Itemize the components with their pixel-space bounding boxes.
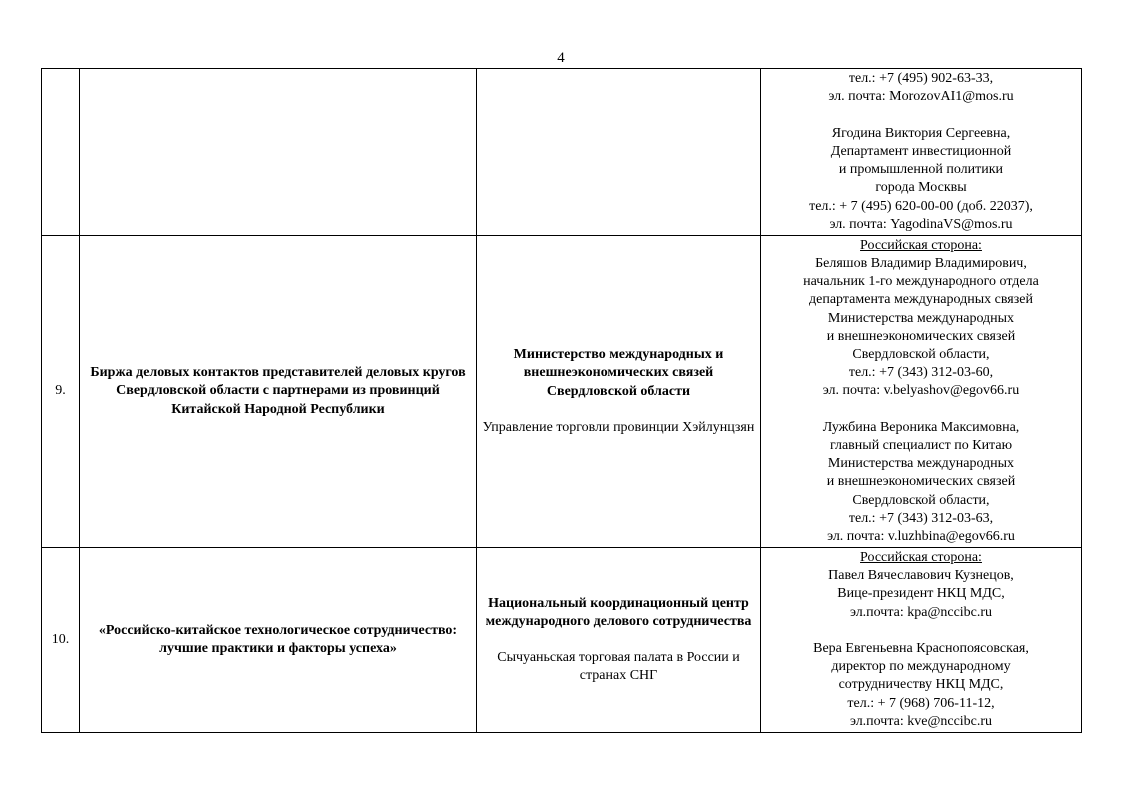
- contact-block: [765, 419, 1077, 546]
- contact-line: Свердловской области,: [852, 492, 990, 508]
- contacts-cell: [761, 236, 1082, 548]
- contact-phone: тел.: +7 (343) 312-03-60,: [848, 365, 994, 381]
- contact-line: Департамент инвестиционной: [830, 143, 1012, 159]
- contacts-cell: [761, 69, 1082, 236]
- contact-person-name: Лужбина Вероника Максимовна,: [822, 419, 1020, 435]
- contact-line: и промышленной политики: [838, 162, 1004, 178]
- contact-email: эл.почта: kpa@nccibc.ru: [849, 604, 993, 620]
- side-label: Российская сторона:: [860, 237, 982, 253]
- contact-email: эл. почта: v.luzhbina@egov66.ru: [827, 529, 1015, 545]
- contact-email: эл. почта: MorozovAI1@mos.ru: [828, 89, 1014, 105]
- contact-line: директор по международному: [831, 659, 1011, 675]
- contact-person-name: Беляшов Владимир Владимирович,: [815, 255, 1027, 271]
- organizer-name: Национальный координационный центр международного делового сотрудничества: [485, 595, 752, 629]
- row-number-cell: [42, 236, 80, 548]
- contact-phone: тел.: +7 (343) 312-03-63,: [848, 510, 994, 526]
- organizer-cell: [477, 236, 761, 548]
- row-number: 10.: [51, 631, 70, 647]
- contact-block: [765, 640, 1077, 731]
- contact-block: [765, 255, 1077, 401]
- table-row: [42, 236, 1082, 548]
- organizer-name: Министерство международных и внешнеэкономических связей Свердловской области: [513, 347, 724, 399]
- contact-line: Министерства международных: [827, 310, 1015, 326]
- partner-organization: Сычуаньская торговая палата в России и странах СНГ: [497, 650, 740, 684]
- contact-line: тел.: +7 (495) 902-63-33,: [848, 71, 994, 87]
- contact-email: эл. почта: v.belyashov@egov66.ru: [822, 383, 1020, 399]
- contact-line: и внешнеэкономических связей: [826, 474, 1016, 490]
- contact-line: Министерства международных: [827, 456, 1015, 472]
- event-cell: [80, 69, 477, 236]
- partner-organization: Управление торговли провинции Хэйлунцзян: [482, 419, 755, 435]
- organizer-cell: [477, 548, 761, 733]
- contact-phone: тел.: + 7 (968) 706-11-12,: [847, 695, 995, 711]
- contact-line: Свердловской области,: [852, 347, 990, 362]
- table-row: [42, 548, 1082, 733]
- table-row: [42, 69, 1082, 236]
- contact-block: [765, 70, 1077, 106]
- contact-email: эл. почта: YagodinaVS@mos.ru: [829, 216, 1013, 232]
- row-number-cell: [42, 548, 80, 733]
- contact-line: города Москвы: [875, 180, 967, 196]
- row-number: 9.: [55, 383, 66, 399]
- event-cell: [80, 236, 477, 548]
- contact-block: [765, 567, 1077, 622]
- contact-line: начальник 1-го международного отдела: [803, 274, 1039, 290]
- side-label: Российская сторона:: [860, 549, 982, 565]
- contact-person-name: Ягодина Виктория Сергеевна,: [831, 125, 1011, 141]
- contact-line: и внешнеэкономических связей: [826, 328, 1016, 344]
- contact-line: сотрудничеству НКЦ МДС,: [838, 677, 1004, 693]
- row-number-cell: [42, 69, 80, 236]
- contact-person-name: Вера Евгеньевна Краснопоясовская,: [813, 640, 1029, 656]
- contact-line: департамента международных связей: [809, 292, 1033, 308]
- contact-line: главный специалист по Китаю: [829, 438, 1013, 453]
- page-number: 4: [557, 50, 565, 66]
- events-table: [41, 68, 1082, 733]
- contact-person-name: Павел Вячеславович Кузнецов,: [828, 568, 1014, 584]
- contacts-cell: [761, 548, 1082, 733]
- contact-line: Вице-президент НКЦ МДС,: [837, 586, 1005, 602]
- organizer-cell: [477, 69, 761, 236]
- event-cell: [80, 548, 477, 733]
- contact-email: эл.почта: kve@nccibc.ru: [849, 713, 993, 729]
- contact-block: [765, 125, 1077, 234]
- event-title: «Российско-китайское технологическое сотрудничество: лучшие практики и факторы успеха»: [98, 622, 458, 656]
- contact-phone: тел.: + 7 (495) 620-00-00 (доб. 22037),: [809, 198, 1033, 214]
- event-title: Биржа деловых контактов представителей деловых кругов Свердловской области с партнерами из провинций Китайской Народной Республики: [90, 365, 466, 417]
